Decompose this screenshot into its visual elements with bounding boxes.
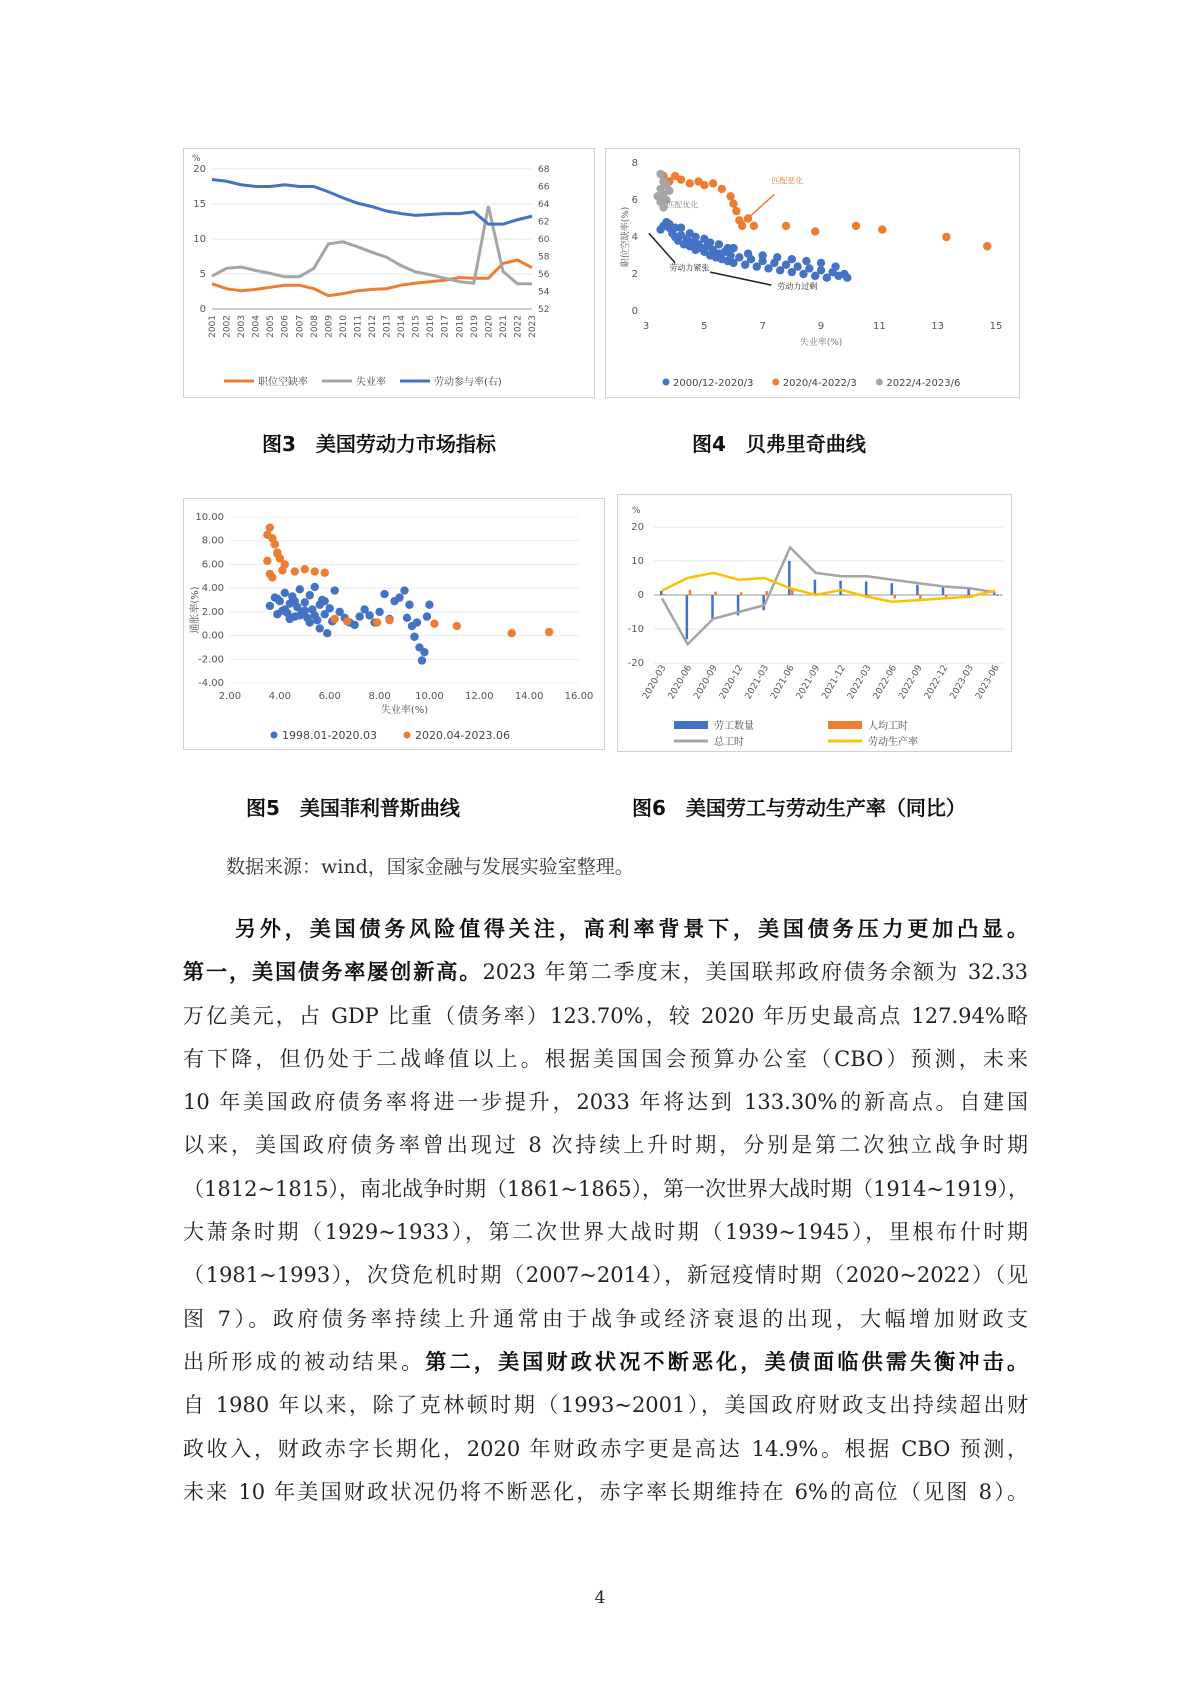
- y-axis-label: 职位空缺率(%): [621, 206, 631, 268]
- figure-3-caption: 图3 美国劳动力市场指标: [262, 432, 496, 456]
- scatter-point: [709, 179, 717, 187]
- y-tick-label: 20: [193, 164, 206, 175]
- bar-劳工数量: [967, 589, 970, 595]
- y2-tick-label: 68: [538, 165, 550, 175]
- bar-劳工数量: [660, 591, 663, 595]
- paragraph-line: 自 1980 年以来，除了克林顿时期（1993~2001），美国政府财政支出持续超出财: [183, 1393, 1028, 1418]
- scatter-point: [296, 585, 304, 593]
- figure-6-caption: 图6 美国劳工与劳动生产率（同比）: [632, 796, 966, 820]
- x-tick-label: 2.00: [218, 691, 242, 702]
- scatter-point: [281, 589, 289, 597]
- bar-劳工数量: [916, 585, 919, 595]
- x-tick-label: 3: [642, 321, 650, 332]
- annotation-arrow: [739, 194, 774, 225]
- scatter-point: [311, 583, 319, 591]
- y-tick-label: 15: [193, 199, 206, 210]
- scatter-point: [306, 618, 314, 626]
- labor-market-line-chart: [184, 149, 594, 397]
- y-tick-label: 2.00: [201, 606, 224, 618]
- legend-label: 2022/4-2023/6: [886, 378, 961, 389]
- x-tick-label: 2008: [309, 315, 320, 338]
- y2-tick-label: 54: [538, 287, 550, 298]
- x-tick-label: 2009: [324, 315, 335, 338]
- paragraph-line: [183, 908, 1028, 951]
- scatter-point: [852, 222, 860, 230]
- scatter-point: [273, 595, 281, 603]
- bar-人均工时: [945, 595, 948, 597]
- y-tick-label: 2: [631, 269, 638, 280]
- legend-label: 总工时: [714, 737, 744, 748]
- paragraph-line: 未来 10 年美国财政状况仍将不断恶化，赤字率长期维持在 6%的高位（见图 8）。: [183, 1479, 1028, 1504]
- x-tick-label: 2021-12: [820, 663, 848, 702]
- x-tick-label: 11: [872, 321, 886, 332]
- x-tick-label: 2022-09: [897, 663, 925, 702]
- y-axis-label: 通胀率(%): [190, 586, 201, 634]
- legend-label: 人均工时: [868, 721, 908, 732]
- y-tick-label: -10: [627, 624, 644, 635]
- x-tick-label: 2014: [397, 315, 408, 338]
- x-tick-label: 16.00: [564, 691, 594, 702]
- scatter-point: [268, 573, 276, 581]
- annotation-arrow: [710, 272, 771, 285]
- scatter-point: [656, 170, 664, 178]
- x-axis-label: 失业率(%): [799, 338, 843, 348]
- x-tick-label: 8.00: [368, 691, 391, 702]
- x-tick-label: 14.00: [514, 691, 544, 702]
- x-tick-label: 2019: [469, 315, 480, 338]
- x-tick-label: 2007: [295, 315, 306, 338]
- x-tick-label: 10.00: [415, 691, 444, 702]
- scatter-point: [311, 611, 319, 619]
- scatter-point: [418, 656, 426, 664]
- scatter-point: [373, 618, 381, 626]
- x-tick-label: 9: [817, 321, 825, 332]
- y-tick-label: -2.00: [198, 654, 224, 666]
- figure-4-chart: [605, 148, 1020, 398]
- legend-marker: [772, 379, 779, 386]
- scatter-point: [788, 255, 796, 263]
- legend-label: 职位空缺率: [258, 377, 308, 388]
- y-tick-label: 6: [631, 195, 638, 206]
- bar-劳工数量: [711, 595, 714, 619]
- scatter-point: [273, 550, 281, 558]
- paragraph-line: 万亿美元，占 GDP 比重（债务率）123.70%，较 2020 年历史最高点 127.94%略: [183, 1003, 1028, 1028]
- legend-label: 劳动生产率: [868, 737, 918, 748]
- x-tick-label: 15: [989, 321, 1003, 332]
- scatter-point: [306, 591, 314, 599]
- paragraph-text: 出所形成的被动结果。: [183, 1349, 426, 1374]
- legend-marker: [404, 732, 411, 739]
- bar-人均工时: [689, 590, 692, 595]
- scatter-point: [278, 566, 286, 574]
- scatter-point: [843, 274, 851, 282]
- x-tick-label: 2021-03: [743, 663, 772, 702]
- scatter-point: [545, 628, 553, 636]
- y2-tick-label: 56: [538, 270, 550, 280]
- scatter-point: [403, 614, 411, 622]
- legend-marker: [271, 732, 278, 739]
- y-axis-unit: %: [632, 506, 641, 516]
- legend-swatch: [828, 721, 862, 729]
- y-tick-label: 0: [631, 306, 638, 317]
- y2-tick-label: 66: [538, 182, 550, 193]
- x-tick-label: 2022-03: [846, 663, 874, 702]
- scatter-point: [773, 253, 781, 261]
- x-axis-label: 失业率(%): [380, 705, 429, 716]
- x-tick-label: 2005: [266, 315, 277, 338]
- paragraph-line: 大萧条时期（1929~1933），第二次世界大战时期（1939~1945），里根布什时期: [183, 1220, 1028, 1245]
- x-tick-label: 2013: [382, 315, 393, 338]
- x-tick-label: 2023: [528, 315, 538, 338]
- bold-point-one: 第一，美国债务率屡创新高。: [183, 960, 483, 985]
- scatter-point: [691, 233, 699, 241]
- scatter-point: [321, 597, 329, 605]
- scatter-point: [326, 604, 334, 612]
- legend-label: 2020.04-2023.06: [415, 729, 510, 742]
- scatter-point: [729, 200, 737, 208]
- bar-劳工数量: [788, 561, 791, 595]
- bold-point-two: 第二，美国财政状况不断恶化，美债面临供需失衡冲击。: [425, 1349, 1029, 1374]
- legend-marker: [876, 379, 883, 386]
- scatter-point: [286, 615, 294, 623]
- scatter-point: [744, 249, 752, 257]
- y2-tick-label: 60: [538, 235, 550, 245]
- x-tick-label: 2023-03: [948, 663, 976, 702]
- paragraph-line: [183, 1341, 1028, 1384]
- y-tick-label: 0: [637, 590, 644, 601]
- scatter-point: [453, 622, 461, 630]
- y2-tick-label: 58: [538, 252, 550, 263]
- y-tick-label: -4.00: [198, 678, 224, 689]
- bar-劳工数量: [942, 587, 945, 595]
- body-paragraph: [183, 908, 1028, 1514]
- scatter-point: [410, 633, 418, 641]
- x-tick-label: 2006: [280, 315, 291, 338]
- y-tick-label: 10: [631, 556, 644, 567]
- legend-label: 2000/12-2020/3: [673, 378, 754, 389]
- scatter-point: [831, 262, 839, 270]
- bar-人均工时: [842, 594, 845, 595]
- page-number: 4: [594, 1588, 606, 1608]
- x-tick-label: 2016: [426, 315, 437, 338]
- x-tick-label: 2001: [208, 315, 218, 338]
- scatter-point: [420, 648, 428, 656]
- paragraph-line: （1981~1993），次贷危机时期（2007~2014），新冠疫情时期（2020~2022）（见: [183, 1263, 1028, 1288]
- x-tick-label: 2020-06: [666, 663, 695, 702]
- x-tick-label: 2010: [338, 315, 349, 338]
- bar-人均工时: [765, 591, 768, 595]
- scatter-point: [677, 224, 685, 232]
- scatter-point: [266, 602, 274, 610]
- series-line-劳动参与率(右): [212, 180, 532, 225]
- figure-4-caption: 图4 贝弗里奇曲线: [692, 432, 866, 456]
- bar-人均工时: [714, 592, 717, 595]
- legend-swatch: [674, 721, 708, 729]
- x-tick-label: 2020: [484, 315, 495, 338]
- scatter-point: [343, 617, 351, 625]
- y-tick-label: 5: [199, 269, 206, 280]
- bold-lead-sentence: 另外，美国债务风险值得关注，高利率背景下，美国债务压力更加凸显。: [235, 917, 1028, 941]
- scatter-point: [507, 629, 515, 637]
- scatter-point: [266, 523, 274, 531]
- scatter-point: [750, 222, 758, 230]
- x-tick-label: 2004: [251, 315, 262, 338]
- scatter-point: [942, 233, 950, 241]
- y-tick-label: 0.00: [201, 630, 224, 642]
- y2-tick-label: 62: [538, 217, 550, 228]
- paragraph-line: 以来，美国政府债务率曾出现过 8 次持续上升时期，分别是第二次独立战争时期: [183, 1133, 1028, 1158]
- x-tick-label: 2003: [237, 315, 248, 338]
- annotation-label: 劳动力紧张: [669, 263, 710, 273]
- legend-label: 劳工数量: [714, 721, 754, 732]
- y2-tick-label: 64: [538, 200, 550, 210]
- x-tick-label: 2021-06: [769, 663, 797, 702]
- scatter-point: [706, 238, 714, 246]
- scatter-point: [718, 185, 726, 193]
- y-tick-label: 10.00: [195, 512, 224, 523]
- x-tick-label: 2021-09: [794, 663, 823, 702]
- paragraph-line: 图 7）。政府债务率持续上升通常由于战争或经济衰退的出现，大幅增加财政支: [183, 1306, 1028, 1331]
- y-tick-label: 10: [193, 234, 206, 245]
- scatter-point: [805, 264, 813, 272]
- y-tick-label: 8: [631, 158, 638, 169]
- x-tick-label: 2017: [440, 315, 451, 338]
- y-tick-label: 6.00: [201, 559, 224, 571]
- scatter-point: [316, 624, 324, 632]
- figure-5-caption: 图5 美国菲利普斯曲线: [246, 796, 460, 820]
- x-tick-label: 2023-06: [974, 663, 1002, 702]
- scatter-point: [296, 611, 304, 619]
- x-tick-label: 7: [759, 321, 766, 332]
- y-tick-label: 8.00: [201, 535, 224, 547]
- x-tick-label: 2022-12: [922, 663, 951, 702]
- scatter-point: [758, 251, 766, 259]
- beveridge-scatter-chart: [606, 149, 1019, 397]
- phillips-scatter-chart: [184, 499, 604, 749]
- annotation-label: 劳动力过剩: [777, 281, 818, 291]
- paragraph-line: （1812~1815），南北战争时期（1861~1865），第一次世界大战时期（1914~1919），: [183, 1176, 1029, 1201]
- scatter-point: [793, 262, 801, 270]
- bar-劳工数量: [814, 580, 817, 595]
- legend-label: 失业率: [356, 377, 386, 388]
- data-source-note: 数据来源：wind，国家金融与发展实验室整理。: [226, 856, 634, 878]
- scatter-point: [301, 565, 309, 573]
- bar-人均工时: [919, 595, 922, 599]
- scatter-point: [802, 257, 810, 265]
- series-line-失业率: [212, 206, 532, 284]
- figure-6-chart: [617, 494, 1012, 752]
- scatter-point: [811, 227, 819, 235]
- scatter-point: [715, 240, 723, 248]
- bar-人均工时: [740, 592, 743, 595]
- figure-5-chart: [183, 498, 605, 750]
- bar-劳工数量: [891, 583, 894, 595]
- scatter-point: [321, 569, 329, 577]
- y-tick-label: 4.00: [201, 583, 224, 595]
- x-tick-label: 5: [701, 321, 708, 332]
- figure-3-chart: [183, 148, 595, 398]
- x-tick-label: 2022: [513, 315, 524, 338]
- paragraph-line: 政收入，财政赤字长期化，2020 年财政赤字更是高达 14.9%。根据 CBO 预测，: [183, 1436, 1028, 1461]
- x-tick-label: 2018: [455, 315, 466, 338]
- x-tick-label: 2020-03: [641, 663, 669, 702]
- series-line-职位空缺率: [212, 260, 532, 296]
- scatter-point: [385, 616, 393, 624]
- bar-劳工数量: [686, 595, 689, 639]
- legend-label: 1998.01-2020.03: [282, 729, 377, 742]
- scatter-point: [365, 611, 373, 619]
- scatter-point: [331, 586, 339, 594]
- x-tick-label: 2022-06: [871, 663, 900, 702]
- bar-劳工数量: [839, 581, 842, 595]
- y-axis-unit: %: [192, 154, 201, 164]
- bar-劳工数量: [865, 581, 868, 595]
- x-tick-label: 2002: [222, 315, 233, 338]
- scatter-point: [653, 192, 661, 200]
- scatter-point: [413, 618, 421, 626]
- scatter-point: [311, 567, 319, 575]
- x-tick-label: 2020-12: [717, 663, 746, 702]
- scatter-point: [291, 597, 299, 605]
- scatter-point: [723, 244, 731, 252]
- scatter-point: [735, 253, 743, 261]
- x-tick-label: 2012: [368, 315, 378, 338]
- legend-label: 2020/4-2022/3: [782, 378, 857, 389]
- scatter-point: [423, 612, 431, 620]
- x-tick-label: 2011: [353, 315, 364, 338]
- y-tick-label: 4: [631, 232, 638, 243]
- y2-tick-label: 52: [538, 305, 550, 315]
- x-tick-label: 6.00: [318, 691, 341, 702]
- annotation-label: 匹配优化: [666, 200, 699, 210]
- paragraph-text: 2023 年第二季度末，美国联邦政府债务余额为 32.33: [482, 960, 1029, 985]
- paragraph-line: [183, 951, 1028, 994]
- scatter-point: [281, 605, 289, 613]
- y-tick-label: 20: [631, 522, 644, 533]
- scatter-point: [782, 222, 790, 230]
- scatter-point: [263, 557, 271, 565]
- scatter-point: [817, 266, 825, 274]
- scatter-point: [665, 187, 673, 195]
- scatter-point: [271, 540, 279, 548]
- scatter-point: [425, 601, 433, 609]
- scatter-point: [375, 608, 383, 616]
- scatter-point: [878, 225, 886, 233]
- scatter-point: [400, 586, 408, 594]
- scatter-point: [355, 612, 363, 620]
- scatter-point: [665, 220, 673, 228]
- x-tick-label: 2020-09: [692, 663, 720, 702]
- scatter-point: [700, 181, 708, 189]
- scatter-point: [817, 259, 825, 267]
- x-tick-label: 2021: [498, 315, 509, 338]
- y-tick-label: -20: [627, 658, 644, 669]
- paragraph-line: 有下降，但仍处于二战峰值以上。根据美国国会预算办公室（CBO）预测，未来: [183, 1046, 1028, 1071]
- scatter-point: [301, 598, 309, 606]
- legend-marker: [663, 379, 670, 386]
- scatter-point: [380, 590, 388, 598]
- scatter-point: [331, 615, 339, 623]
- x-tick-label: 2015: [411, 315, 422, 338]
- labor-productivity-bar-line-chart: [618, 495, 1011, 751]
- scatter-point: [677, 175, 685, 183]
- scatter-point: [350, 621, 358, 629]
- scatter-point: [983, 242, 991, 250]
- y-tick-label: 0: [199, 304, 206, 315]
- x-tick-label: 4.00: [268, 691, 291, 702]
- scatter-point: [726, 192, 734, 200]
- scatter-point: [323, 629, 331, 637]
- scatter-point: [405, 601, 413, 609]
- bar-人均工时: [894, 595, 897, 598]
- x-tick-label: 13: [931, 321, 945, 332]
- scatter-point: [395, 593, 403, 601]
- scatter-point: [726, 251, 734, 259]
- scatter-point: [686, 179, 694, 187]
- scatter-point: [430, 620, 438, 628]
- x-tick-label: 12.00: [464, 691, 494, 702]
- annotation-label: 匹配恶化: [771, 176, 804, 186]
- bar-人均工时: [996, 595, 999, 596]
- scatter-point: [291, 567, 299, 575]
- bar-人均工时: [663, 594, 666, 595]
- paragraph-line: 10 年美国政府债务率将进一步提升，2033 年将达到 133.30%的新高点。自建国: [183, 1090, 1028, 1115]
- legend-label: 劳动参与率(右): [434, 377, 502, 388]
- scatter-point: [732, 207, 740, 215]
